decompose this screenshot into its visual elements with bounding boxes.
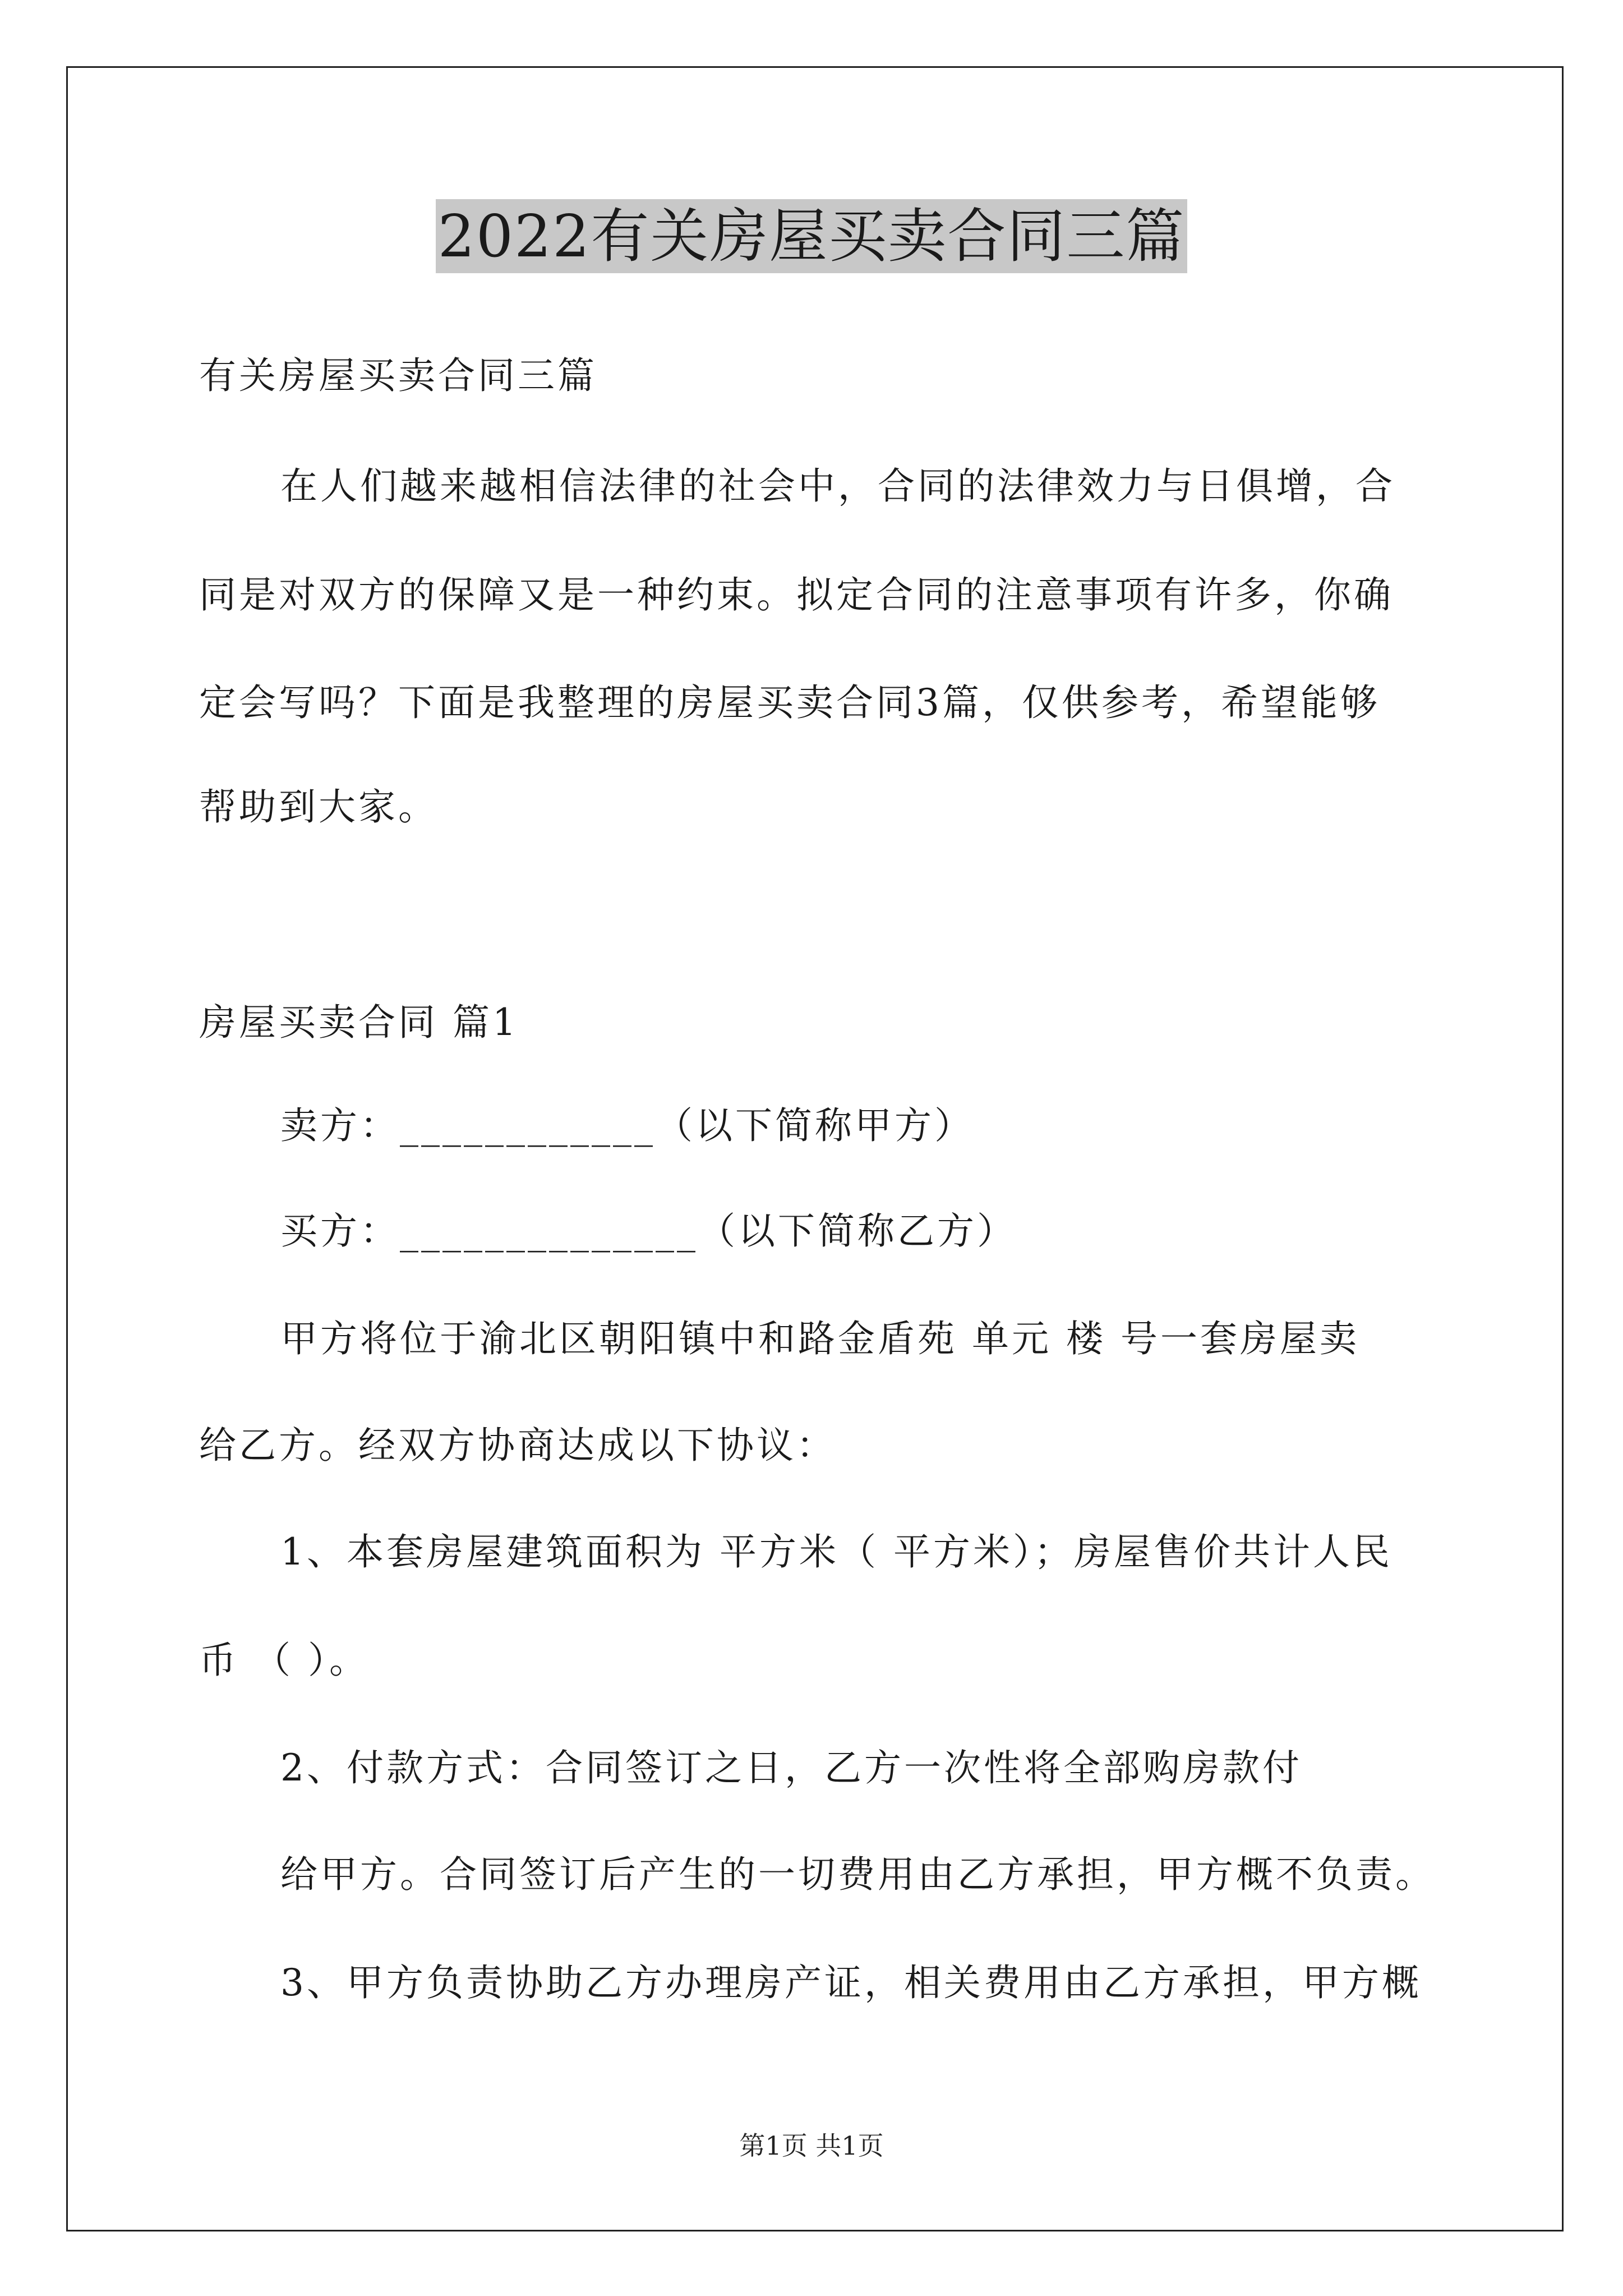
intro-line-2: 同是对双方的保障又是一种约束。拟定合同的注意事项有许多，你确	[199, 573, 1394, 616]
document-title: 2022有关房屋买卖合同三篇	[436, 199, 1188, 273]
page-footer	[0, 2129, 1623, 2162]
body-line-4: 币 （ ）。	[199, 1639, 369, 1682]
section-heading: 房屋买卖合同 篇1	[199, 1001, 519, 1044]
body-line-1: 甲方将位于渝北区朝阳镇中和路金盾苑 单元 楼 号一套房屋卖	[280, 1317, 1359, 1360]
intro-line-3: 定会写吗？下面是我整理的房屋买卖合同3篇，仅供参考，希望能够	[199, 681, 1380, 724]
body-line-6: 给甲方。合同签订后产生的一切费用由乙方承担，甲方概不负责。	[280, 1853, 1435, 1896]
body-line-2: 给乙方。经双方协商达成以下协议：	[199, 1424, 836, 1467]
body-line-7: 3、甲方负责协助乙方办理房产证，相关费用由乙方承担，甲方概	[280, 1961, 1422, 2004]
page-indicator: 第1页 共1页	[739, 2131, 884, 2161]
intro-line-1: 在人们越来越相信法律的社会中，合同的法律效力与日俱增，合	[280, 464, 1395, 508]
title-container	[0, 199, 1623, 273]
body-line-5: 2、付款方式：合同签订之日，乙方一次性将全部购房款付	[280, 1746, 1302, 1789]
seller-line: 卖方：____________（以下简称甲方）	[280, 1104, 974, 1147]
document-subtitle: 有关房屋买卖合同三篇	[199, 354, 597, 397]
buyer-line: 买方：______________（以下简称乙方）	[280, 1209, 1017, 1253]
intro-line-4: 帮助到大家。	[199, 785, 438, 829]
body-line-3: 1、本套房屋建筑面积为 平方米（ 平方米）；房屋售价共计人民	[280, 1530, 1393, 1573]
